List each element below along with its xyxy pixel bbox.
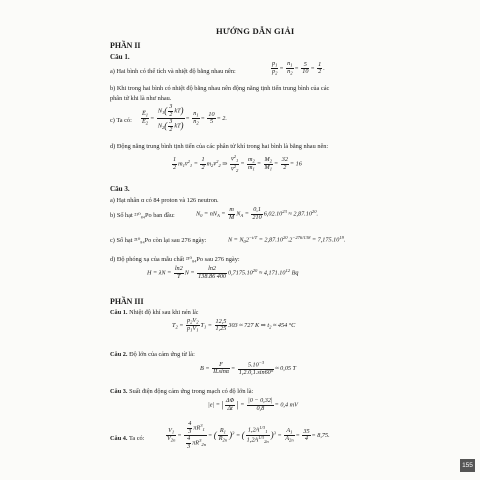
part3-q2-equation: B = $\frac{F}{ILsin\alpha}$ = $\frac{5.10^{-3}}{1,2.0,1.\sin 60^\circ}$ ≈ 0,05 T [200,360,296,376]
part2-q1-b-text-2: phân tử khi là như nhau. [110,95,172,102]
part2-q1-c-equation: $\frac{E̅_1}{E̅_2}$ = $N_1$( $\frac{3}{2}$ kT) $N_2$( $\frac{3}{2}$ kT) = $\frac{n_1}{n_2}$ = $\frac{10}{5}$ = 2. [142,103,227,133]
part3-q1-text: Nhiệt độ khí sau khi nén là: [129,309,199,316]
part2-q1-b-text-1: b) Khi trong hai bình có nhiệt độ bằng nhau nên động năng tịnh tiến trung bình của các [110,85,330,92]
part2-q3-c-equation: $N = N_02^{-t/T} = 2,87.10^{20}.2^{-276/138} = 7,175.10^{19}$. [228,235,346,244]
part2-q1-a-text: a) Hai bình có thể tích và nhiệt độ bằng nhau nên: [110,68,236,75]
part-2-heading: PHẦN II [110,41,141,50]
part2-q3-c-text: c) Số hạt ²¹⁰₈₄Po còn lại sau 276 ngày: [110,237,207,244]
part2-q1-d-equation: $\frac{1}{2}$ $m_1v̄^2_1$ = $\frac{1}{2}$ $m_2v̄^2_2$ ⇒ $\frac{v̄^2_1}{v̄^2_2}$ = $\frac{m_2}{m_1}$ = $\frac{M_2}{M_1}$ = $\frac{32}{2}$ = 16 [173,154,302,173]
part2-q3-b-text: b) Số hạt ²¹⁰₈₄Po ban đầu: [110,212,175,219]
part2-q1-d-text: d) Động năng trung bình tịnh tiến của các phân tử khí trong hai bình là bằng nhau nên: [110,143,329,150]
part3-q4-label: Câu 4. [110,435,128,442]
part3-q4-line [110,436,144,442]
part3-q2-text: Độ lớn của cảm ứng từ là: [129,351,195,358]
part2-q1-label: Câu 1. [110,53,130,61]
part2-q1-a-equation: $\frac{p_1}{p_2}$ = $\frac{n_1}{n_2}$ = $\frac{5}{10}$ = $\frac{1}{2}$ . [272,60,325,76]
part3-q3-text: Suất điện động cảm ứng trong mạch có độ lớn là: [129,388,254,395]
part2-q3-a-text: a) Hạt nhân α có 84 proton và 126 neutron. [110,197,219,204]
part3-q4-equation: $\frac{V_1}{V_{2n}}$ = $\frac{4}{3}$ $\pi R^3_1$ $\frac{4}{3}$ $\pi R^3_{2n}$ = ( $\frac{R_1}{R_{2n}}$ )$^3$ = ( $\frac{1,2A^{1/3}_1}{1,2A^{1/3}_{2n}}$ )$^3$ = $\frac{A_1}{A_{2n}}$ = $\frac{35}{4}$ = 8,75. [167,420,330,450]
part2-q3-b-equation: $N_0 = nN_A$ = $\frac{m}{M}$ $N_A$ = $\frac{0,1}{210}$ $6,02.10^{23} \approx 2,87.10^{20}$. [196,206,319,221]
part3-q3-equation: |e| = | $\frac{\Delta\Phi}{\Delta t}$ | = $\frac{|0 - 0,32|}{0,8}$ = 0,4 mV [208,397,298,412]
part3-q2-line [110,352,195,358]
part3-q2-label: Câu 2. [110,351,128,358]
part3-q3-line [110,389,253,395]
part2-q1-c-label: c) Ta có: [110,117,132,124]
page-title: HƯỚNG DẪN GIẢI [216,26,295,36]
part2-q3-d-text: d) Độ phóng xạ của mẫu chất ²¹⁰₈₄Po sau 276 ngày: [110,256,240,263]
part3-q3-label: Câu 3. [110,388,128,395]
page-number: 155 [460,459,475,472]
part2-q3-d-equation: H = λN = $\frac{\ln 2}{T}$ N = $\frac{\ln 2}{138.86 400}$ $0,7175.10^{20} \approx 4,171.10^{12}$ Bq [147,265,299,280]
part3-q4-text: Ta có: [128,435,145,442]
part3-q1-label: Câu 1. [110,309,128,316]
part2-q3-label: Câu 3. [110,185,130,193]
part-3-heading: PHẦN III [110,297,144,306]
part3-q1-equation: $T_2$ = $\frac{p_2V_2}{p_1V_1}$ $T_1$ = $\frac{12,5}{1,25}$ 303 ≈ 727 K ⇒ $t_2 \approx 454$ °C [172,317,296,333]
part3-q1-line [110,310,199,316]
